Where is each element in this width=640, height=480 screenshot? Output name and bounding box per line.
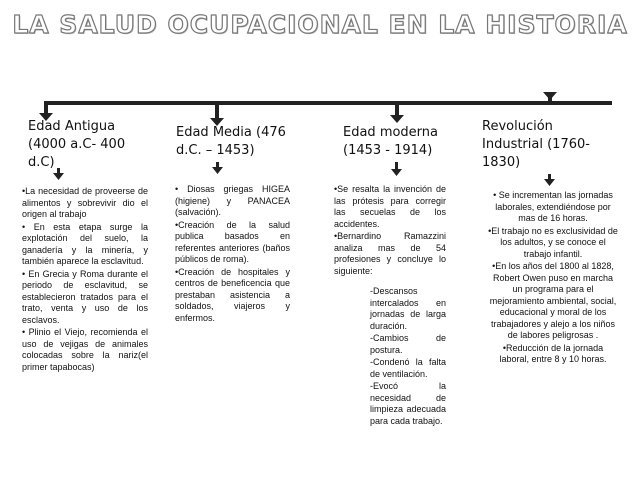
list-subitem: -Cambios de postura.: [370, 333, 446, 355]
list-item: •La necesidad de proveerse de alimentos y sobrevivir dio el origen al trabajo: [22, 186, 148, 219]
list-item: • Plinio el Viejo, recomienda el uso de vejigas de animales colocadas sobre la nariz(el primer tapabocas): [22, 327, 148, 372]
heading-edad-antigua: Edad Antigua (4000 a.C- 400 d.C): [28, 119, 126, 170]
list-item: • Se incrementan las jornadas laborales, extendiéndose por mas de 16 horas.: [493, 190, 613, 223]
content-edad-media: [175, 184, 290, 325]
arrow-moderna-content: [391, 169, 402, 176]
content-edad-moderna: [334, 184, 446, 278]
heading-revolucion-industrial: Revolución Industrial (1760-1830): [482, 119, 590, 170]
list-item: •Creación de la salud publica basados en referentes anteriores (baños públicos de roma).: [175, 219, 290, 264]
list-item: • En esta etapa surge la explotación del suelo, la ganadería y la minería, y también aparece la esclavitud.: [22, 221, 148, 266]
page-title: LA SALUD OCUPACIONAL EN LA HISTORIA: [12, 10, 628, 39]
arrow-revolucion: [543, 92, 557, 100]
list-item: •Reducción de la jornada laboral, entre 8 y 10 horas.: [499, 342, 607, 364]
arrow-moderna: [390, 115, 404, 123]
timeline-drop-antigua: [44, 101, 48, 115]
content-edad-antigua: [22, 186, 148, 374]
list-item: •Bernardino Ramazzini analiza mas de 54 profesiones y concluye lo siguiente:: [334, 231, 446, 276]
timeline-line: [44, 101, 612, 105]
arrow-antigua-content: [53, 173, 64, 180]
timeline-drop-media: [215, 105, 219, 119]
list-item: • Diosas griegas HIGEA (higiene) y PANACEA (salvación).: [175, 184, 290, 217]
list-item: •El trabajo no es exclusividad de los adultos, y se conoce el trabajo infantil.: [488, 225, 618, 259]
list-subitem: -Descansos intercalados en jornadas de larga duración.: [370, 286, 446, 331]
list-subitem: -Condenó la falta de ventilación.: [370, 357, 446, 379]
list-subitem: -Evocó la necesidad de limpieza adecuada para cada trabajo.: [370, 381, 446, 426]
list-item: •En los años del 1800 al 1828, Robert Owen puso en marcha un programa para el mejoramiento ambiental, social, educacional y moral de los trabajadores y alejo a los niños de labores peligrosas .: [489, 261, 617, 340]
heading-edad-media: Edad Media (476 d.C. – 1453): [176, 125, 286, 158]
arrow-media-content: [212, 167, 223, 174]
content-revolucion-industrial: [488, 190, 618, 367]
list-item: •Creación de hospitales y centros de beneficencia que prestaban asistencia a soldados, viajeros y enfermos.: [175, 266, 290, 323]
list-item: •Se resalta la invención de las prótesis para corregir las secuelas de los accidentes.: [334, 184, 446, 229]
heading-edad-moderna: Edad moderna (1453 - 1914): [343, 125, 439, 158]
content-edad-moderna-subitems: [334, 286, 446, 428]
list-item: • En Grecia y Roma durante el periodo de esclavitud, se establecieron tratados para el trato, venta y uso de los esclavos.: [22, 268, 148, 325]
arrow-revolucion-content: [544, 179, 555, 186]
